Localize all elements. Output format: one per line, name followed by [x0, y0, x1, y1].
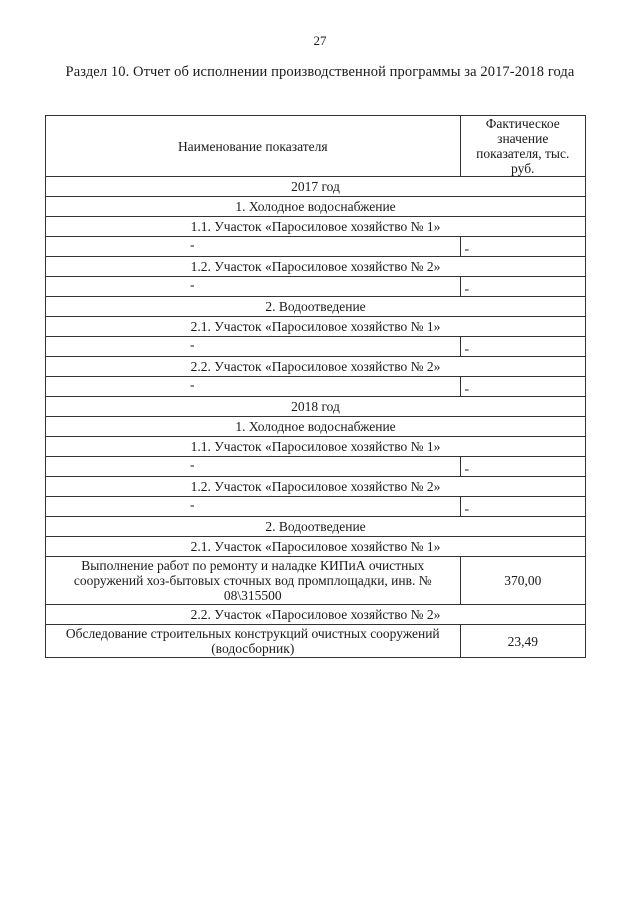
indicator-name-cell: - [46, 237, 461, 257]
page-number: 27 [313, 33, 327, 48]
indicator-value-cell: - [460, 457, 586, 477]
table-row [46, 277, 586, 297]
subsection-row [46, 317, 586, 337]
indicator-value-cell: - [460, 377, 586, 397]
indicator-value-cell: - [460, 337, 586, 357]
section-row [46, 417, 586, 437]
section-title: Раздел 10. Отчет об исполнении производственной программы за 2017-2018 года [65, 64, 575, 80]
subsection-row [46, 357, 586, 377]
section-row [46, 297, 586, 317]
section-heading: 1. Холодное водоснабжение [46, 197, 586, 217]
subsection-row [46, 217, 586, 237]
subsection-row [46, 477, 586, 497]
table-header-row [46, 116, 586, 177]
section-heading: 1. Холодное водоснабжение [46, 417, 586, 437]
year-heading: 2018 год [46, 397, 586, 417]
subsection-heading: 1.2. Участок «Паросиловое хозяйство № 2» [46, 477, 586, 497]
table-row [46, 377, 586, 397]
year-row [46, 177, 586, 197]
indicator-name-cell: - [46, 377, 461, 397]
subsection-heading: 2.2. Участок «Паросиловое хозяйство № 2» [46, 357, 586, 377]
indicator-value-cell: - [460, 497, 586, 517]
table-row [46, 625, 586, 658]
subsection-heading: 2.1. Участок «Паросиловое хозяйство № 1» [46, 537, 586, 557]
subsection-heading: 2.1. Участок «Паросиловое хозяйство № 1» [46, 317, 586, 337]
indicator-value-cell: 23,49 [460, 625, 586, 658]
indicator-name-cell: - [46, 497, 461, 517]
section-row [46, 517, 586, 537]
subsection-heading: 1.1. Участок «Паросиловое хозяйство № 1» [46, 437, 586, 457]
subsection-heading: 1.1. Участок «Паросиловое хозяйство № 1» [46, 217, 586, 237]
column-header-name: Наименование показателя [46, 116, 461, 177]
indicator-name-cell: - [46, 457, 461, 477]
indicator-name-cell: Обследование строительных конструкций очистных сооружений (водосборник) [46, 625, 461, 658]
section-row [46, 197, 586, 217]
indicator-name-cell: - [46, 337, 461, 357]
year-row [46, 397, 586, 417]
subsection-row [46, 605, 586, 625]
column-header-value: Фактическое значение показателя, тыс. руб. [460, 116, 586, 177]
subsection-row [46, 257, 586, 277]
section-heading: 2. Водоотведение [46, 297, 586, 317]
subsection-heading: 1.2. Участок «Паросиловое хозяйство № 2» [46, 257, 586, 277]
indicator-name-cell: Выполнение работ по ремонту и наладке КИПиА очистных сооружений хоз-бытовых сточных вод промплощадки, инв. № 08\315500 [46, 557, 461, 605]
subsection-heading: 2.2. Участок «Паросиловое хозяйство № 2» [46, 605, 586, 625]
section-heading: 2. Водоотведение [46, 517, 586, 537]
table-row [46, 337, 586, 357]
table-row [46, 237, 586, 257]
indicator-value-cell: - [460, 277, 586, 297]
production-program-report-table [45, 115, 586, 658]
table-row [46, 457, 586, 477]
indicator-name-cell: - [46, 277, 461, 297]
subsection-row [46, 537, 586, 557]
table-row [46, 557, 586, 605]
indicator-value-cell: 370,00 [460, 557, 586, 605]
year-heading: 2017 год [46, 177, 586, 197]
table-row [46, 497, 586, 517]
subsection-row [46, 437, 586, 457]
indicator-value-cell: - [460, 237, 586, 257]
